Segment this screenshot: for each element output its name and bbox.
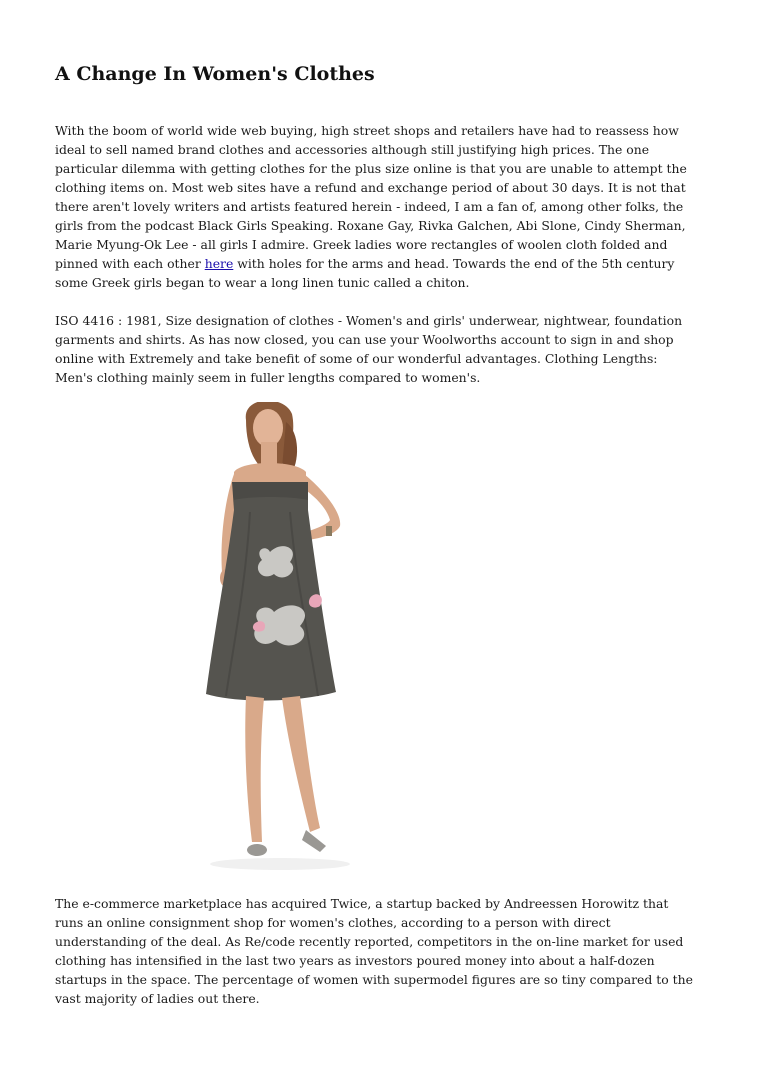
here-link[interactable]: here — [204, 256, 234, 271]
paragraph-line: ideal to sell named brand clothes and accessories although still justifying high prices. The one — [55, 142, 650, 157]
text-after-link: with holes for the arms and head. Towards the end of the 5th century — [233, 256, 675, 271]
paragraph-line: startups in the space. The percentage of women with supermodel figures are so tiny compared to the — [55, 972, 693, 987]
page-title: A Change In Women's Clothes — [55, 63, 375, 85]
paragraph-line: With the boom of world wide web buying, high street shops and retailers have had to reassess how — [55, 123, 679, 138]
paragraph-line: runs an online consignment shop for women's clothes, according to a person with direct — [55, 915, 611, 930]
paragraph-line: particular dilemma with getting clothes for the plus size online is that you are unable to attempt the — [55, 161, 687, 176]
text-before-link: pinned with each other — [55, 256, 205, 271]
paragraph-line: Marie Myung-Ok Lee - all girls I admire. Greek ladies wore rectangles of woolen cloth folded and — [55, 237, 668, 252]
dress-model-photo — [150, 402, 410, 880]
paragraph-line: garments and shirts. As has now closed, you can use your Woolworths account to sign in and shop — [55, 332, 674, 347]
paragraph-3 — [55, 894, 717, 1008]
paragraph-line: The e-commerce marketplace has acquired Twice, a startup backed by Andreessen Horowitz that — [55, 896, 669, 911]
paragraph-line: clothing items on. Most web sites have a refund and exchange period of about 30 days. It is not that — [55, 180, 686, 195]
paragraph-line: ISO 4416 : 1981, Size designation of clothes - Women's and girls' underwear, nightwear, foundation — [55, 313, 683, 328]
paragraph-line: online with Extremely and take benefit of some of our wonderful advantages. Clothing Lengths: — [55, 351, 658, 366]
paragraph-line: clothing has intensified in the last two years as investors poured money into about a half-dozen — [55, 953, 655, 968]
paragraph-line: there aren't lovely writers and artists featured herein - indeed, I am a fan of, among other folks, the — [55, 199, 684, 214]
dress-model-illustration — [150, 402, 410, 880]
paragraph-line: understanding of the deal. As Re/code recently reported, competitors in the on-line market for used — [55, 934, 684, 949]
paragraph-line-with-link — [55, 254, 717, 273]
paragraph-1 — [55, 121, 717, 292]
paragraph-2 — [55, 311, 717, 387]
paragraph-line: vast majority of ladies out there. — [55, 991, 260, 1006]
paragraph-line: Men's clothing mainly seem in fuller lengths compared to women's. — [55, 370, 481, 385]
paragraph-line: girls from the podcast Black Girls Speaking. Roxane Gay, Rivka Galchen, Abi Slone, Cindy Sherman, — [55, 218, 686, 233]
paragraph-line: some Greek girls began to wear a long linen tunic called a chiton. — [55, 275, 470, 290]
